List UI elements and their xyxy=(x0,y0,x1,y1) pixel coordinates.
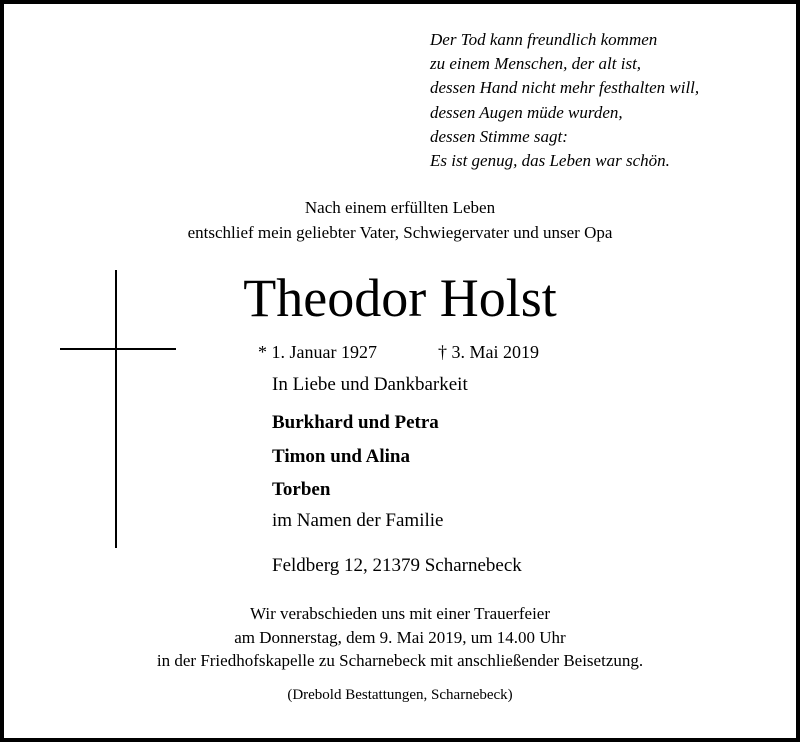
poem xyxy=(430,28,699,173)
birth-date: * 1. Januar 1927 xyxy=(258,342,377,362)
service-line-3: in der Friedhofskapelle zu Scharnebeck mit anschließender Beisetzung. xyxy=(156,651,644,670)
funeral-home-credit: (Drebold Bestattungen, Scharnebeck) xyxy=(287,687,513,703)
service-info xyxy=(4,602,796,673)
poem-line: zu einem Menschen, der alt ist, xyxy=(430,54,642,74)
service-line-2: am Donnerstag, dem 9. Mai 2019, um 14.00 Uhr xyxy=(234,627,566,647)
poem-line: dessen Hand nicht mehr festhalten will, xyxy=(430,78,700,98)
intro-text xyxy=(4,196,796,245)
deceased-name: Theodor Holst xyxy=(243,268,557,328)
poem-line: Es ist genug, das Leben war schön. xyxy=(430,150,670,170)
service-line-1: Wir verabschieden uns mit einer Trauerfeier xyxy=(249,604,550,623)
mourner-name: Torben xyxy=(272,479,331,500)
poem-line: dessen Augen müde wurden, xyxy=(430,102,623,122)
mourner-name: Burkhard und Petra xyxy=(272,412,439,433)
mourners-intro: In Liebe und Dankbarkeit xyxy=(272,374,468,395)
mourners-closing: im Namen der Familie xyxy=(272,510,444,531)
death-date: † 3. Mai 2019 xyxy=(438,342,539,362)
intro-line-1: Nach einem erfüllten Leben xyxy=(304,198,496,217)
mourner-name: Timon und Alina xyxy=(272,446,411,467)
cross-icon-bar xyxy=(60,348,176,350)
family-address: Feldberg 12, 21379 Scharnebeck xyxy=(272,555,522,576)
poem-line: Der Tod kann freundlich kommen xyxy=(430,30,658,49)
poem-line: dessen Stimme sagt: xyxy=(430,126,568,146)
intro-line-2: entschlief mein geliebter Vater, Schwiegervater und unser Opa xyxy=(187,222,613,242)
